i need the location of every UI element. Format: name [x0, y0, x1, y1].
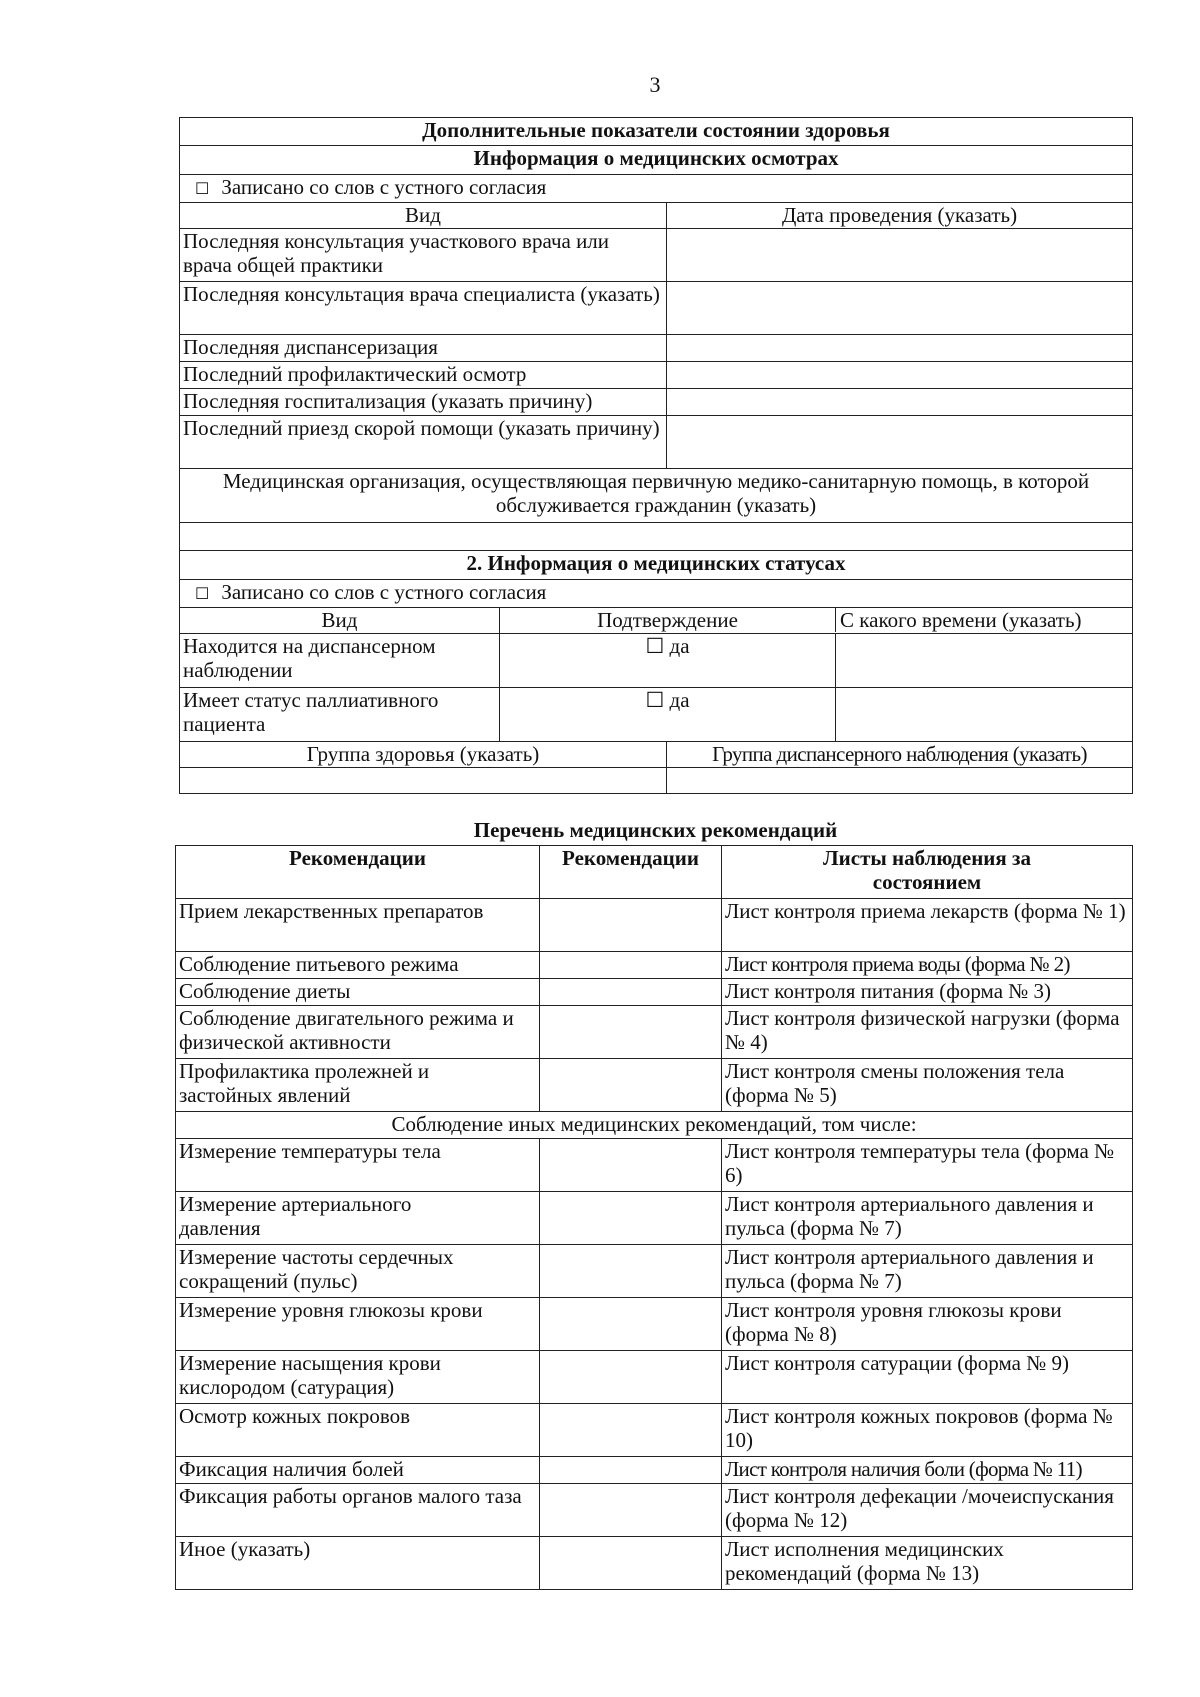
rec-sheet: Лист контроля приема лекарств (форма № 1) [722, 899, 1133, 952]
group-health-label: Группа здоровья (указать) [180, 742, 667, 768]
exam-row-date[interactable] [667, 389, 1133, 416]
status-since-cell[interactable] [835, 688, 1132, 741]
rec-name: Соблюдение питьевого режима [176, 952, 540, 979]
rec-value[interactable] [540, 979, 722, 1006]
rec-other-sheet: Лист исполнения медицинских рекомендаций (форма № 13) [722, 1537, 1133, 1590]
rec-name: Профилактика пролежней и застойных явлений [176, 1059, 540, 1112]
rec-other-value[interactable] [540, 1192, 722, 1245]
exam-row-label: Последняя консультация врача специалиста (указать) [180, 282, 667, 335]
exams-subtitle: Информация о медицинских осмотрах [180, 146, 1133, 175]
rec-other-value[interactable] [540, 1245, 722, 1298]
exams-consent-label: Записано со слов с устного согласия [221, 175, 547, 199]
rec-other-sheet: Лист контроля наличия боли (форма № 11) [722, 1457, 1133, 1484]
status-row-label: Находится на диспансерном наблюдении [180, 634, 500, 688]
recommendations-title: Перечень медицинских рекомендаций [473, 818, 838, 842]
rec-other-name: Иное (указать) [176, 1537, 540, 1590]
rec-other-sheet: Лист контроля артериального давления и пульса (форма № 7) [722, 1192, 1133, 1245]
medical-organization-value[interactable] [180, 523, 1133, 551]
statuses-col-since: С какого времени (указать) [835, 608, 1132, 632]
rec-other-name: Измерение частоты сердечных сокращений (пульс) [176, 1245, 540, 1298]
health-title: Дополнительные показатели состоянии здоровья [180, 118, 1133, 146]
rec-col-header-2: Рекомендации [540, 846, 722, 899]
status-confirm-checkbox[interactable]: ☐ [645, 688, 670, 712]
rec-sheet: Лист контроля смены положения тела (форма № 5) [722, 1059, 1133, 1112]
rec-other-sheet: Лист контроля температуры тела (форма № 6) [722, 1139, 1133, 1192]
rec-col-header-1: Рекомендации [176, 846, 540, 899]
rec-other-value[interactable] [540, 1484, 722, 1537]
statuses-consent-checkbox[interactable]: ☐ [195, 586, 210, 603]
rec-other-sheet: Лист контроля уровня глюкозы крови (форма № 8) [722, 1298, 1133, 1351]
rec-other-name: Измерение уровня глюкозы крови [176, 1298, 540, 1351]
rec-other-header: Соблюдение иных медицинских рекомендаций, том числе: [176, 1112, 1133, 1139]
group-dispensary-label: Группа диспансерного наблюдения (указать) [667, 742, 1133, 768]
page-number: 3 [649, 72, 661, 97]
exam-row-date[interactable] [667, 416, 1133, 469]
exam-row-label: Последняя госпитализация (указать причину) [180, 389, 667, 416]
rec-sheet: Лист контроля физической нагрузки (форма № 4) [722, 1006, 1133, 1059]
rec-other-name: Измерение температуры тела [176, 1139, 540, 1192]
rec-sheet: Лист контроля приема воды (форма № 2) [722, 952, 1133, 979]
group-health-value[interactable] [180, 768, 667, 794]
rec-col-header-3: Листы наблюдения за состоянием [722, 846, 1133, 899]
exam-row-date[interactable] [667, 282, 1133, 335]
rec-other-name: Измерение артериального давления [176, 1192, 540, 1245]
status-confirm-label: да [669, 688, 690, 712]
exam-row-label: Последний приезд скорой помощи (указать причину) [180, 416, 667, 469]
exams-consent-row [180, 175, 1133, 203]
rec-other-sheet: Лист контроля артериального давления и пульса (форма № 7) [722, 1245, 1133, 1298]
rec-value[interactable] [540, 899, 722, 952]
rec-other-value[interactable] [540, 1404, 722, 1457]
rec-value[interactable] [540, 1059, 722, 1112]
rec-other-value[interactable] [540, 1351, 722, 1404]
rec-other-name: Фиксация работы органов малого таза [176, 1484, 540, 1537]
exams-consent-checkbox[interactable]: ☐ [195, 181, 210, 198]
rec-other-sheet: Лист контроля сатурации (форма № 9) [722, 1351, 1133, 1404]
exam-row-date[interactable] [667, 362, 1133, 389]
rec-value[interactable] [540, 952, 722, 979]
rec-other-name: Фиксация наличия болей [176, 1457, 540, 1484]
medical-organization-label: Медицинская организация, осуществляющая первичную медико-санитарную помощь, в которой обслуживается гражданин (указать) [180, 469, 1133, 523]
rec-name: Прием лекарственных препаратов [176, 899, 540, 952]
exam-row-label: Последняя консультация участкового врача или врача общей практики [180, 229, 667, 282]
rec-other-value[interactable] [540, 1298, 722, 1351]
group-dispensary-value[interactable] [667, 768, 1133, 794]
statuses-consent-row [180, 580, 1133, 608]
rec-other-value[interactable] [540, 1537, 722, 1590]
recommendations-table [175, 845, 1133, 1590]
rec-sheet: Лист контроля питания (форма № 3) [722, 979, 1133, 1006]
exam-row-label: Последний профилактический осмотр [180, 362, 667, 389]
exams-col-type: Вид [180, 203, 667, 229]
health-indicators-table [179, 117, 1133, 794]
rec-other-name: Измерение насыщения крови кислородом (сатурация) [176, 1351, 540, 1404]
rec-other-value[interactable] [540, 1457, 722, 1484]
exam-row-date[interactable] [667, 229, 1133, 282]
status-row-label: Имеет статус паллиативного пациента [180, 688, 500, 742]
status-confirm-checkbox[interactable]: ☐ [645, 634, 670, 658]
rec-value[interactable] [540, 1006, 722, 1059]
statuses-col-confirm: Подтверждение [597, 608, 738, 632]
exams-col-date: Дата проведения (указать) [667, 203, 1133, 229]
statuses-subtitle: 2. Информация о медицинских статусах [180, 551, 1133, 580]
rec-other-sheet: Лист контроля кожных покровов (форма № 10) [722, 1404, 1133, 1457]
status-since-cell[interactable] [835, 634, 1132, 687]
exam-row-date[interactable] [667, 335, 1133, 362]
rec-other-value[interactable] [540, 1139, 722, 1192]
statuses-consent-label: Записано со слов с устного согласия [221, 580, 547, 604]
rec-other-sheet: Лист контроля дефекации /мочеиспускания (форма № 12) [722, 1484, 1133, 1537]
rec-name: Соблюдение двигательного режима и физической активности [176, 1006, 540, 1059]
status-confirm-cell [500, 634, 835, 687]
status-confirm-cell [500, 688, 835, 741]
statuses-col-type: Вид [180, 608, 500, 634]
rec-name: Соблюдение диеты [176, 979, 540, 1006]
exam-row-label: Последняя диспансеризация [180, 335, 667, 362]
status-confirm-label: да [669, 634, 690, 658]
rec-other-name: Осмотр кожных покровов [176, 1404, 540, 1457]
